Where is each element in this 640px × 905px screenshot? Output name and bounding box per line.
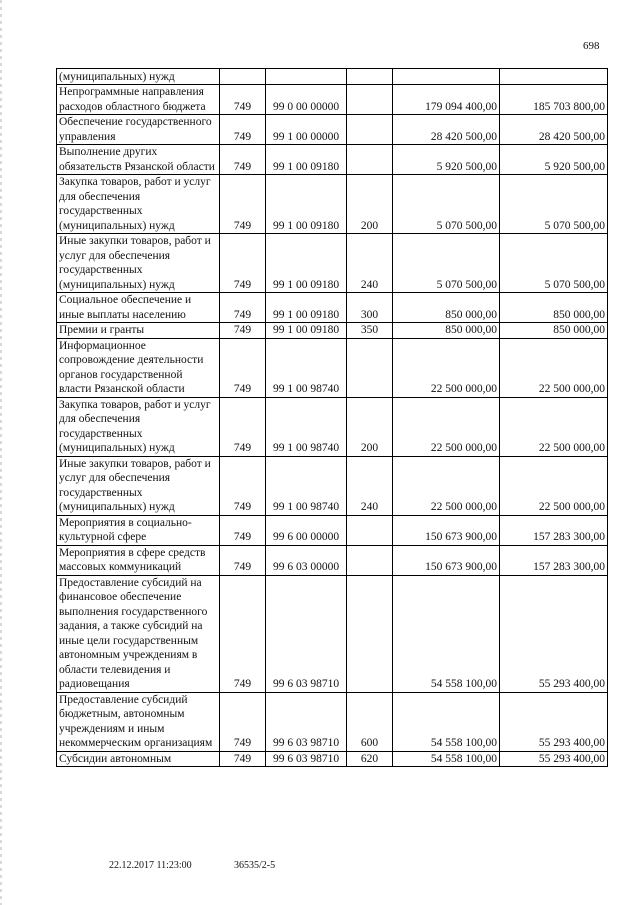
row-sum-1: 22 500 000,00 bbox=[393, 338, 500, 397]
row-code: 749 bbox=[220, 397, 266, 456]
row-name: Предоставление субсидий на финансовое обеспечение выполнения государственного задания, а также субсидий на иные цели государственным автономным учреждениям в области телевидения и радиовещания bbox=[57, 575, 220, 692]
row-csr: 99 6 03 98710 bbox=[266, 575, 347, 692]
row-sum-1: 150 673 900,00 bbox=[393, 515, 500, 545]
row-vr bbox=[347, 515, 393, 545]
row-csr: 99 1 00 09180 bbox=[266, 323, 347, 339]
row-code: 749 bbox=[220, 115, 266, 145]
row-vr: 200 bbox=[347, 397, 393, 456]
row-sum-1: 850 000,00 bbox=[393, 323, 500, 339]
row-code: 749 bbox=[220, 545, 266, 575]
row-name: Закупка товаров, работ и услуг для обеспечения государственных (муниципальных) нужд bbox=[57, 397, 220, 456]
row-sum-2: 157 283 300,00 bbox=[500, 545, 608, 575]
row-sum-1: 179 094 400,00 bbox=[393, 85, 500, 115]
table-row bbox=[57, 575, 608, 692]
row-vr: 240 bbox=[347, 234, 393, 293]
budget-table bbox=[56, 68, 608, 767]
row-sum-2: 55 293 400,00 bbox=[500, 751, 608, 767]
table-row bbox=[57, 293, 608, 323]
row-sum-1: 5 070 500,00 bbox=[393, 175, 500, 234]
row-code: 749 bbox=[220, 85, 266, 115]
row-code: 749 bbox=[220, 751, 266, 767]
row-vr: 300 bbox=[347, 293, 393, 323]
row-vr bbox=[347, 85, 393, 115]
row-csr: 99 1 00 98740 bbox=[266, 456, 347, 515]
row-vr: 350 bbox=[347, 323, 393, 339]
row-code: 749 bbox=[220, 234, 266, 293]
row-name: (муниципальных) нужд bbox=[57, 69, 220, 85]
row-sum-1: 54 558 100,00 bbox=[393, 751, 500, 767]
row-csr: 99 6 03 98710 bbox=[266, 692, 347, 751]
row-code: 749 bbox=[220, 145, 266, 175]
footer-doc-id: 36535/2-5 bbox=[234, 860, 276, 871]
row-vr bbox=[347, 145, 393, 175]
page-number: 698 bbox=[583, 40, 600, 52]
table-row bbox=[57, 115, 608, 145]
row-vr bbox=[347, 338, 393, 397]
row-name: Иные закупки товаров, работ и услуг для обеспечения государственных (муниципальных) нужд bbox=[57, 456, 220, 515]
row-csr: 99 1 00 09180 bbox=[266, 234, 347, 293]
row-code: 749 bbox=[220, 323, 266, 339]
row-code: 749 bbox=[220, 338, 266, 397]
row-sum-1: 54 558 100,00 bbox=[393, 692, 500, 751]
row-code: 749 bbox=[220, 692, 266, 751]
row-sum-2: 185 703 800,00 bbox=[500, 85, 608, 115]
row-vr bbox=[347, 69, 393, 85]
row-vr: 600 bbox=[347, 692, 393, 751]
row-vr bbox=[347, 545, 393, 575]
table-row bbox=[57, 751, 608, 767]
row-sum-1: 850 000,00 bbox=[393, 293, 500, 323]
row-csr: 99 6 03 00000 bbox=[266, 545, 347, 575]
table-row bbox=[57, 456, 608, 515]
footer-timestamp: 22.12.2017 11:23:00 bbox=[109, 860, 192, 871]
row-name: Предоставление субсидий бюджетным, автономным учреждениям и иным некоммерческим организациям bbox=[57, 692, 220, 751]
row-name: Информационное сопровождение деятельности органов государственной власти Рязанской области bbox=[57, 338, 220, 397]
row-sum-2: 22 500 000,00 bbox=[500, 338, 608, 397]
row-sum-2: 22 500 000,00 bbox=[500, 397, 608, 456]
row-sum-2 bbox=[500, 69, 608, 85]
row-code: 749 bbox=[220, 515, 266, 545]
row-name: Непрограммные направления расходов областного бюджета bbox=[57, 85, 220, 115]
row-sum-1: 5 070 500,00 bbox=[393, 234, 500, 293]
row-sum-1: 22 500 000,00 bbox=[393, 397, 500, 456]
row-csr: 99 1 00 09180 bbox=[266, 293, 347, 323]
row-name: Мероприятия в сфере средств массовых коммуникаций bbox=[57, 545, 220, 575]
row-csr: 99 0 00 00000 bbox=[266, 85, 347, 115]
row-sum-2: 5 070 500,00 bbox=[500, 175, 608, 234]
row-csr: 99 6 03 98710 bbox=[266, 751, 347, 767]
row-sum-2: 55 293 400,00 bbox=[500, 692, 608, 751]
row-sum-2: 5 920 500,00 bbox=[500, 145, 608, 175]
table-row bbox=[57, 175, 608, 234]
table-row bbox=[57, 397, 608, 456]
row-vr: 620 bbox=[347, 751, 393, 767]
row-name: Иные закупки товаров, работ и услуг для обеспечения государственных (муниципальных) нужд bbox=[57, 234, 220, 293]
table-row bbox=[57, 515, 608, 545]
table-row bbox=[57, 338, 608, 397]
row-name: Премии и гранты bbox=[57, 323, 220, 339]
row-name: Обеспечение государственного управления bbox=[57, 115, 220, 145]
table-row bbox=[57, 545, 608, 575]
row-sum-2: 850 000,00 bbox=[500, 323, 608, 339]
row-code bbox=[220, 69, 266, 85]
row-code: 749 bbox=[220, 575, 266, 692]
row-vr bbox=[347, 575, 393, 692]
row-sum-2: 5 070 500,00 bbox=[500, 234, 608, 293]
row-code: 749 bbox=[220, 456, 266, 515]
row-sum-1: 22 500 000,00 bbox=[393, 456, 500, 515]
row-name: Субсидии автономным bbox=[57, 751, 220, 767]
row-code: 749 bbox=[220, 293, 266, 323]
row-sum-1: 150 673 900,00 bbox=[393, 545, 500, 575]
table-row bbox=[57, 692, 608, 751]
row-csr: 99 1 00 09180 bbox=[266, 175, 347, 234]
table-row bbox=[57, 323, 608, 339]
row-csr: 99 1 00 98740 bbox=[266, 338, 347, 397]
table-row bbox=[57, 145, 608, 175]
row-csr bbox=[266, 69, 347, 85]
row-csr: 99 1 00 00000 bbox=[266, 115, 347, 145]
table-row bbox=[57, 69, 608, 85]
row-code: 749 bbox=[220, 175, 266, 234]
row-sum-1: 28 420 500,00 bbox=[393, 115, 500, 145]
row-sum-2: 157 283 300,00 bbox=[500, 515, 608, 545]
table-row bbox=[57, 85, 608, 115]
row-sum-1: 54 558 100,00 bbox=[393, 575, 500, 692]
row-name: Социальное обеспечение и иные выплаты населению bbox=[57, 293, 220, 323]
row-vr: 200 bbox=[347, 175, 393, 234]
row-vr: 240 bbox=[347, 456, 393, 515]
scan-edge-artifact bbox=[0, 0, 2, 905]
row-csr: 99 1 00 98740 bbox=[266, 397, 347, 456]
budget-table-body bbox=[57, 69, 608, 767]
table-row bbox=[57, 234, 608, 293]
row-sum-2: 28 420 500,00 bbox=[500, 115, 608, 145]
row-name: Закупка товаров, работ и услуг для обеспечения государственных (муниципальных) нужд bbox=[57, 175, 220, 234]
row-sum-2: 22 500 000,00 bbox=[500, 456, 608, 515]
row-csr: 99 1 00 09180 bbox=[266, 145, 347, 175]
row-sum-1: 5 920 500,00 bbox=[393, 145, 500, 175]
row-sum-2: 55 293 400,00 bbox=[500, 575, 608, 692]
row-name: Выполнение других обязательств Рязанской области bbox=[57, 145, 220, 175]
row-csr: 99 6 00 00000 bbox=[266, 515, 347, 545]
row-vr bbox=[347, 115, 393, 145]
row-name: Мероприятия в социально-культурной сфере bbox=[57, 515, 220, 545]
row-sum-1 bbox=[393, 69, 500, 85]
row-sum-2: 850 000,00 bbox=[500, 293, 608, 323]
